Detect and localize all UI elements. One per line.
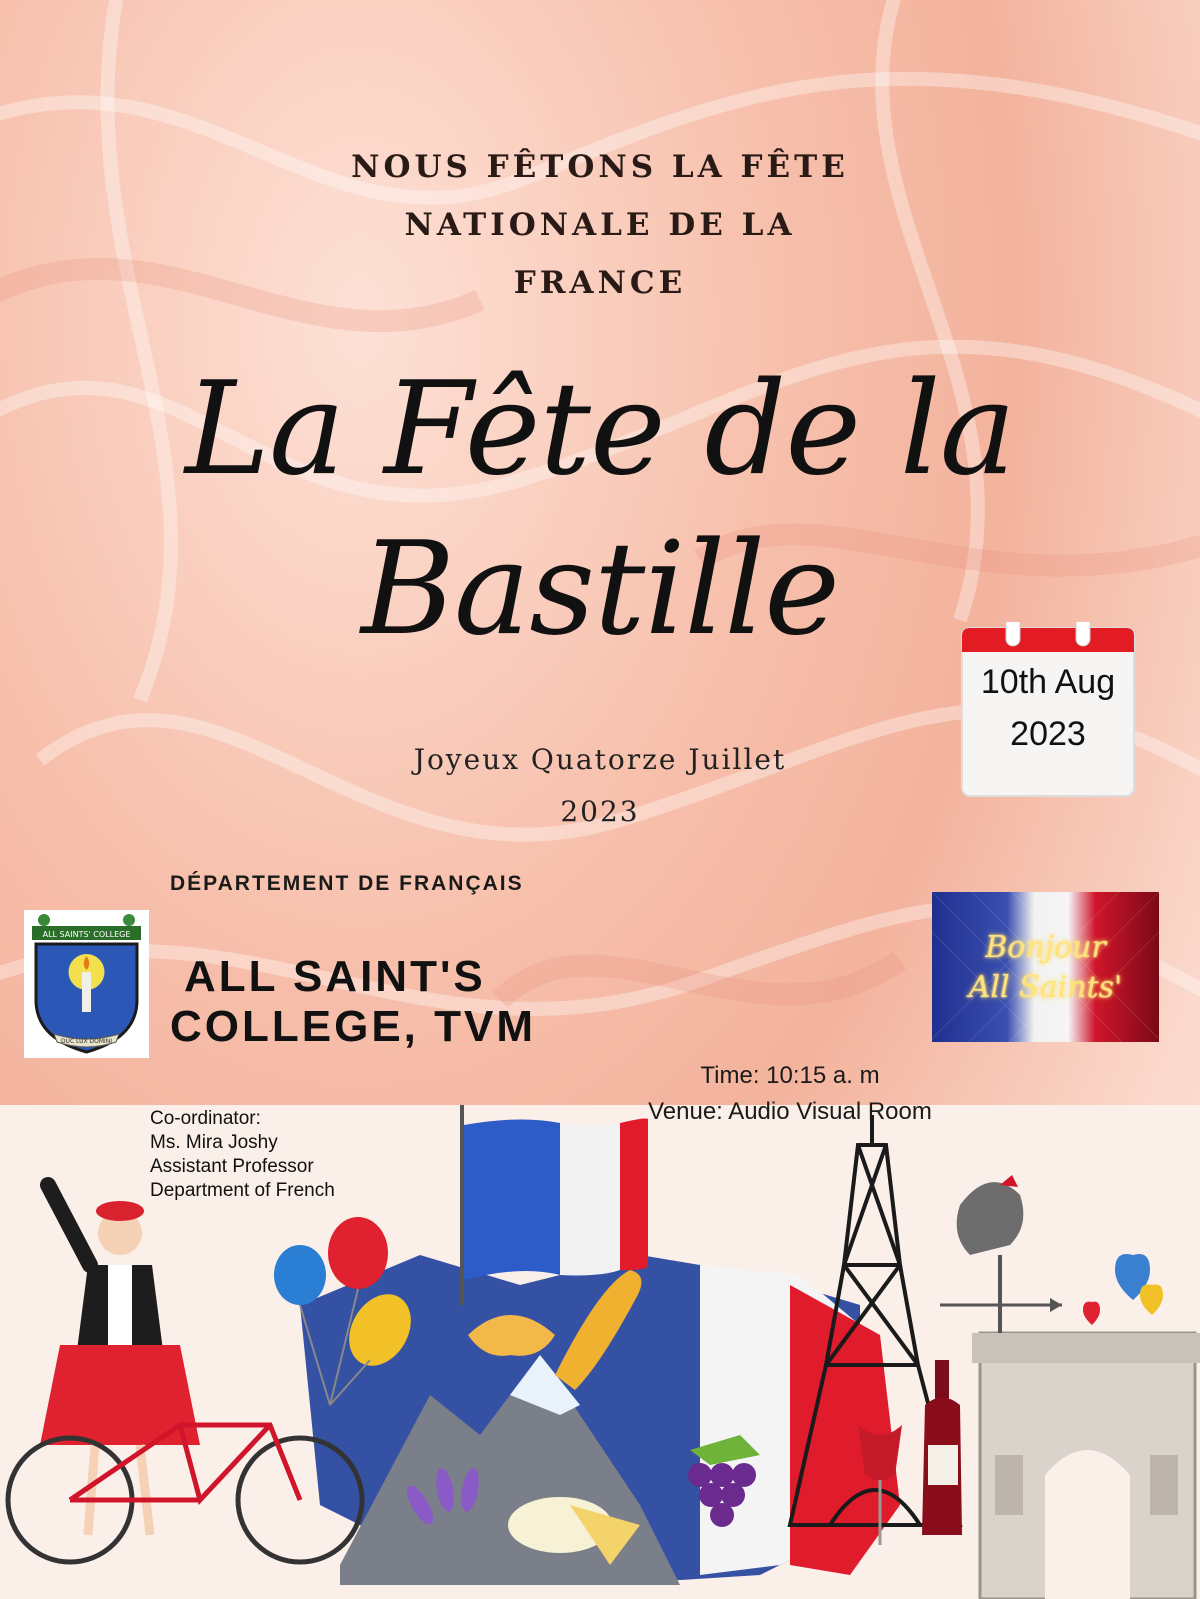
headline-line-1: NOUS FÊTONS LA FÊTE <box>351 149 849 185</box>
event-time: Time: 10:15 a. m <box>700 1062 880 1089</box>
flag-card-line-2: All Saints' <box>968 970 1123 1005</box>
event-details <box>600 1058 980 1130</box>
headline <box>300 138 900 312</box>
event-venue: Venue: Audio Visual Room <box>648 1098 932 1125</box>
hearts-icon <box>1083 1254 1163 1325</box>
bicycle-icon <box>8 1425 362 1562</box>
rooster-weathervane-icon <box>940 1175 1062 1333</box>
coordinator-dept: Department of French <box>150 1180 335 1201</box>
france-map-red <box>790 1285 900 1575</box>
arc-de-triomphe-icon <box>972 1333 1200 1599</box>
french-flag-icon <box>464 1119 648 1281</box>
calendar-date <box>960 656 1136 760</box>
title-line-1: La Fête de la <box>184 355 1016 504</box>
coordinator-info <box>150 1107 335 1203</box>
subtitle-line-1: Joyeux Quatorze Juillet <box>413 743 787 776</box>
crest-banner-text: ALL SAINTS' COLLEGE <box>42 930 131 939</box>
woman-waving-illustration <box>40 1185 200 1535</box>
title-line-2: Bastille <box>360 515 840 664</box>
coordinator-name: Ms. Mira Joshy <box>150 1132 278 1153</box>
calendar-year: 2023 <box>1010 715 1086 753</box>
coordinator-label: Co-ordinator: <box>150 1108 261 1129</box>
wine-bottle-icon <box>922 1360 962 1535</box>
flag-card-text <box>932 928 1159 1008</box>
college-line-1: ALL SAINT'S <box>184 952 486 1001</box>
subtitle-line-2: 2023 <box>560 795 640 828</box>
department-label: DÉPARTEMENT DE FRANÇAIS <box>170 872 524 895</box>
college-crest-logo <box>24 910 149 1058</box>
flag-card-line-1: Bonjour <box>985 930 1106 965</box>
college-line-2: COLLEGE, TVM <box>170 1002 536 1051</box>
college-name <box>170 952 536 1052</box>
subtitle <box>350 734 850 838</box>
crest-motto-text: DUC LUX DOMINI <box>60 1038 113 1045</box>
calendar-day: 10th Aug <box>980 663 1116 701</box>
coordinator-role: Assistant Professor <box>150 1156 314 1177</box>
headline-line-3: FRANCE <box>513 265 687 301</box>
event-title <box>150 350 1050 670</box>
headline-line-2: NATIONALE DE LA <box>404 207 796 243</box>
